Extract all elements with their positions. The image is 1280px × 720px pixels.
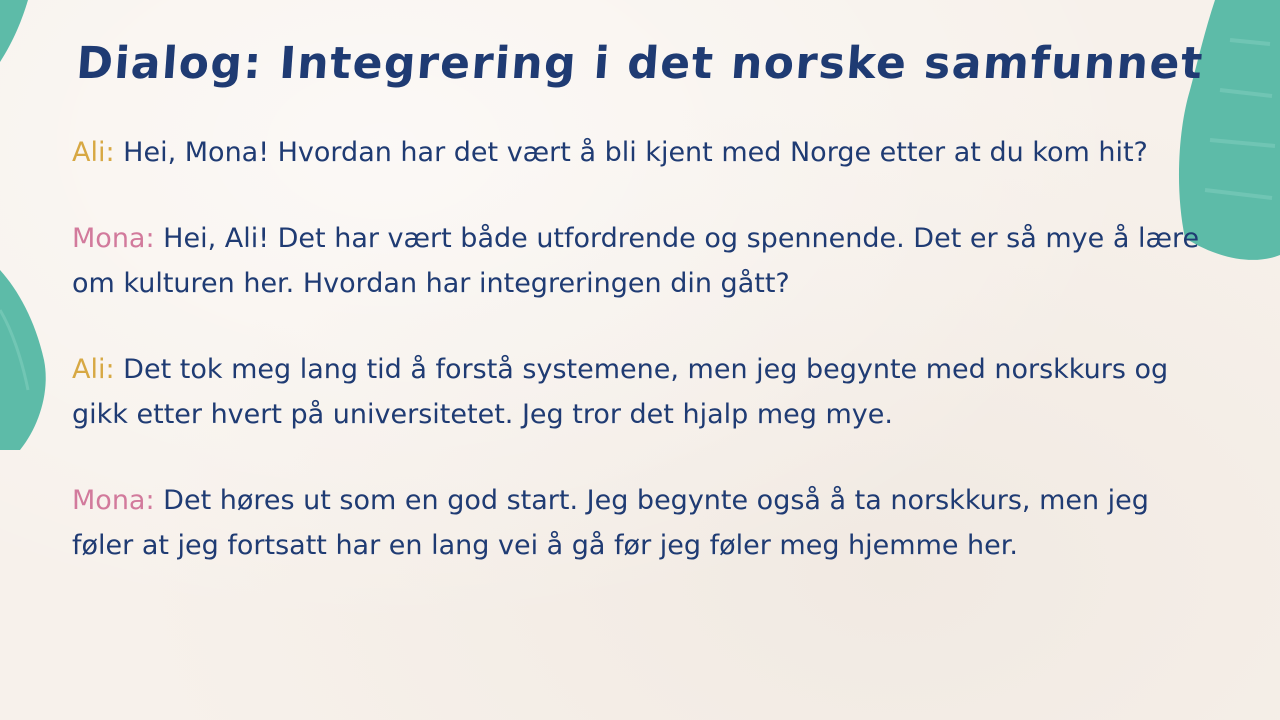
dialog-transcript [72,130,1212,609]
speaker-label-mona: Mona: [72,485,155,516]
dialog-text: Det høres ut som en god start. Jeg begynte også å ta norskkurs, men jeg føler at jeg fortsatt har en lang vei å gå før jeg føler meg hjemme her. [72,485,1149,561]
dialog-line-1 [72,130,1212,175]
page-title: Dialog: Integrering i det norske samfunnet [74,38,1206,89]
dialog-line-4 [72,478,1212,568]
dialog-text: Hei, Ali! Det har vært både utfordrende og spennende. Det er så mye å lære om kulturen her. Hvordan har integreringen din gått? [72,223,1200,299]
decorative-blob-left [0,250,60,450]
dialog-text: Hei, Mona! Hvordan har det vært å bli kjent med Norge etter at du kom hit? [123,137,1148,168]
dialog-text: Det tok meg lang tid å forstå systemene, men jeg begynte med norskkurs og gikk etter hvert på universitetet. Jeg tror det hjalp meg mye. [72,354,1169,430]
speaker-label-ali: Ali: [72,354,115,385]
speaker-label-mona: Mona: [72,223,155,254]
speaker-label-ali: Ali: [72,137,115,168]
dialog-line-3 [72,347,1212,437]
dialog-line-2 [72,216,1212,306]
